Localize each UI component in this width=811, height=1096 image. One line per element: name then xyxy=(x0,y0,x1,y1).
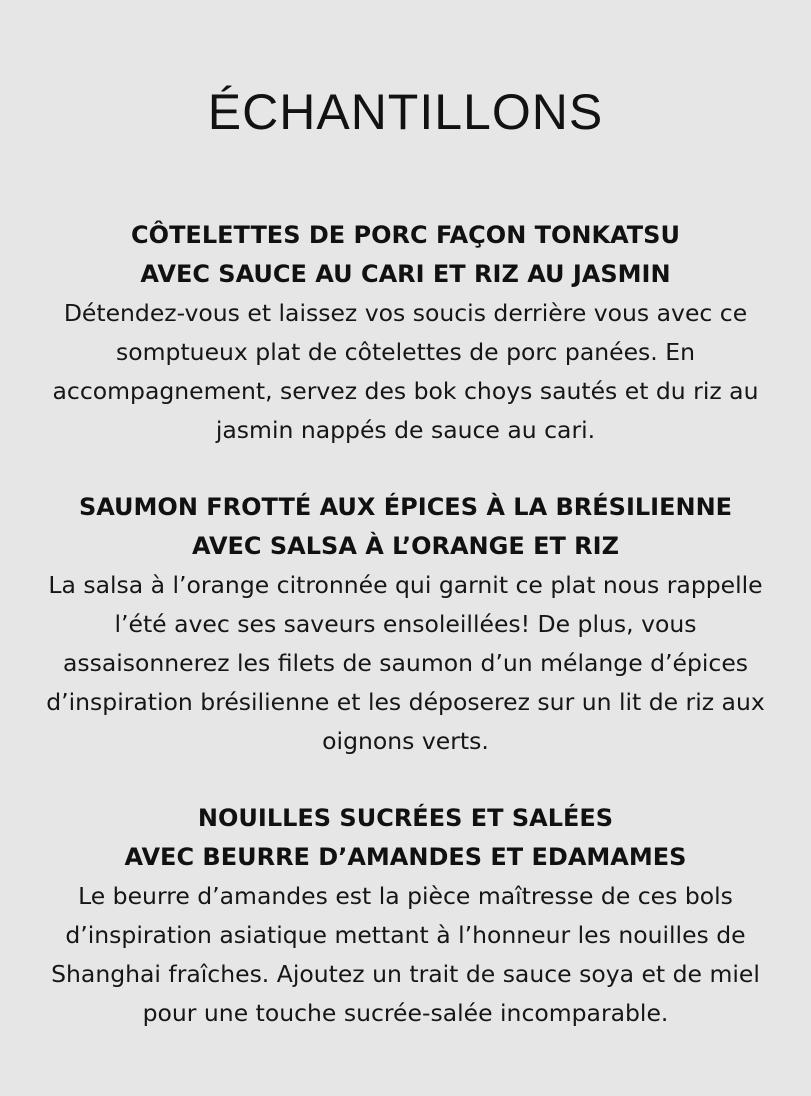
recipe-title-line: AVEC SALSA À L’ORANGE ET RIZ xyxy=(192,532,619,560)
recipe-description-line: assaisonnerez les filets de saumon d’un mélange d’épices xyxy=(62,649,749,677)
recipe-description-line: Shanghai fraîches. Ajoutez un trait de sauce soya et de miel xyxy=(51,960,760,988)
recipe-card-salmon xyxy=(0,488,811,761)
recipe-description-line: jasmin nappés de sauce au cari. xyxy=(215,416,596,444)
recipe-description-line: Détendez-vous et laissez vos soucis derrière vous avec ce xyxy=(63,299,748,327)
recipe-description-line: accompagnement, servez des bok choys sautés et du riz au xyxy=(52,377,759,405)
recipe-description-line: somptueux plat de côtelettes de porc panées. En xyxy=(116,338,695,366)
recipe-title xyxy=(0,799,811,877)
recipe-title xyxy=(0,216,811,294)
recipe-description xyxy=(0,566,811,761)
recipe-description-line: d’inspiration brésilienne et les déposerez sur un lit de riz aux xyxy=(46,688,765,716)
recipe-title-line: CÔTELETTES DE PORC FAÇON TONKATSU xyxy=(131,221,680,249)
recipe-description-line: l’été avec ses saveurs ensoleillées! De plus, vous xyxy=(114,610,697,638)
recipe-description-line: pour une touche sucrée-salée incomparable. xyxy=(142,999,669,1027)
recipe-title-line: AVEC BEURRE D’AMANDES ET EDAMAMES xyxy=(124,843,687,871)
recipe-description-line: Le beurre d’amandes est la pièce maîtresse de ces bols xyxy=(78,882,733,910)
recipe-description xyxy=(0,294,811,450)
recipe-description-line: La salsa à l’orange citronnée qui garnit ce plat nous rappelle xyxy=(48,571,763,599)
recipe-card-tonkatsu xyxy=(0,216,811,450)
recipe-title-line: SAUMON FROTTÉ AUX ÉPICES À LA BRÉSILIENNE xyxy=(78,493,733,521)
recipe-title-line: AVEC SAUCE AU CARI ET RIZ AU JASMIN xyxy=(140,260,671,288)
recipe-card-noodles xyxy=(0,799,811,1033)
recipe-title xyxy=(0,488,811,566)
recipe-description-line: oignons verts. xyxy=(322,727,489,755)
recipe-title-line: NOUILLES SUCRÉES ET SALÉES xyxy=(197,804,614,832)
recipe-description xyxy=(0,877,811,1033)
recipe-description-line: d’inspiration asiatique mettant à l’honneur les nouilles de xyxy=(65,921,746,949)
page-title: ÉCHANTILLONS xyxy=(207,84,604,140)
